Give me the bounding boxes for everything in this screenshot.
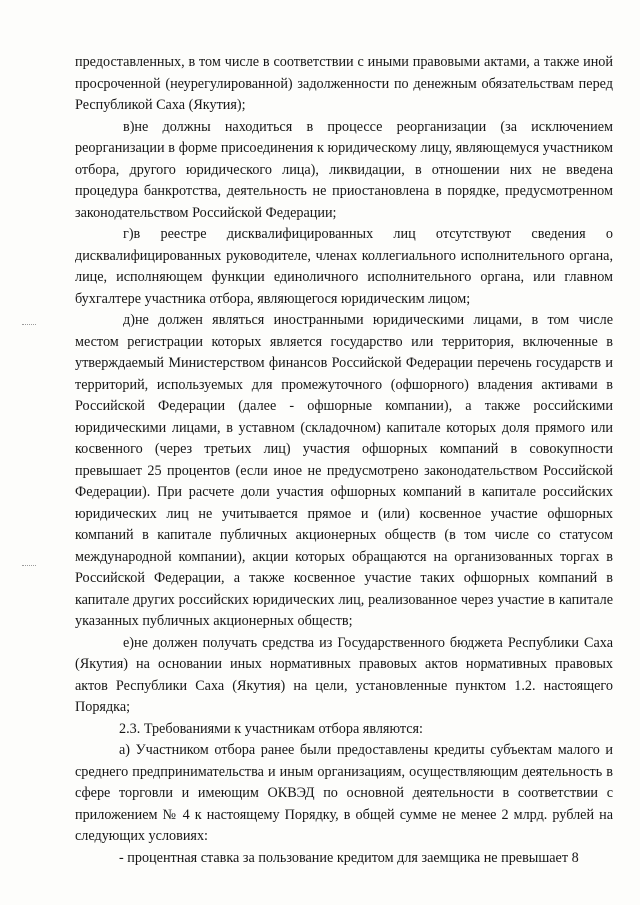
paragraph-a: а) Участником отбора ранее были предоставлены кредиты субъектам малого и среднего предпринимательства и иным организациям, осуществляющим деятельность в сфере торговли и имеющим ОКВЭД по основной деятельности в соответствии с приложением № 4 к настоящему Порядку, в общей сумме не менее 2 млрд. рублей на следующих условиях: (75, 742, 613, 844)
paragraph-d: д)не должен являться иностранными юридическими лицами, в том числе местом регистрации которых является государство или территория, включенные в утверждаемый Министерством финансов Российской Федерации перечень государств и территорий, используемых для промежуточного (офшорного) владения активами в Российской Федерации (далее - офшорные компании), а также российскими юридическими лицами, в уставном (складочном) капитале которых доля прямого или косвенного (через третьих лиц) участия офшорных компаний в совокупности превышает 25 процентов (если иное не предусмотрено законодательством Российской Федерации). При расчете доли участия офшорных компаний в капитале российских юридических лиц не учитывается прямое и (или) косвенное участие офшорных компаний в капитале публичных акционерных обществ (в том числе со статусом международной компании), акции которых обращаются на организованных торгах в Российской Федерации, а также косвенное участие таких офшорных компаний в капитале других российских юридических лиц, реализованное через участие в капитале указанных публичных акционерных обществ; (75, 312, 613, 629)
paragraph-g: г)в реестре дисквалифицированных лиц отсутствуют сведения о дисквалифицированных руководителе, членах коллегиального исполнительного органа, лице, исполняющем функции единоличного исполнительного органа, или главном бухгалтере участника отбора, являющегося юридическим лицом; (75, 226, 613, 307)
paragraph-bullet: - процентная ставка за пользование кредитом для заемщика не превышает 8 (119, 849, 579, 866)
margin-mark-1 (22, 324, 36, 329)
document-page (75, 52, 613, 869)
paragraph-continuation: предоставленных, в том числе в соответствии с иными правовыми актами, а также иной просроченной (неурегулированной) задолженности по денежным обязательствам перед Республикой Саха (Якутия); (75, 54, 613, 113)
paragraph-e: е)не должен получать средства из Государственного бюджета Республики Саха (Якутия) на основании иных нормативных правовых актов нормативных правовых актов Республики Саха (Якутия) на цели, установленные пунктом 1.2. настоящего Порядка; (75, 634, 613, 715)
paragraph-v: в)не должны находиться в процессе реорганизации (за исключением реорганизации в форме присоединения к юридическому лицу, являющемуся участником отбора, другого юридического лица), ликвидации, в отношении них не введена процедура банкротства, деятельность не приостановлена в порядке, предусмотренном законодательством Российской Федерации; (75, 118, 613, 221)
section-heading-2-3: 2.3. Требованиями к участникам отбора являются: (119, 720, 423, 737)
margin-mark-2 (22, 565, 36, 570)
